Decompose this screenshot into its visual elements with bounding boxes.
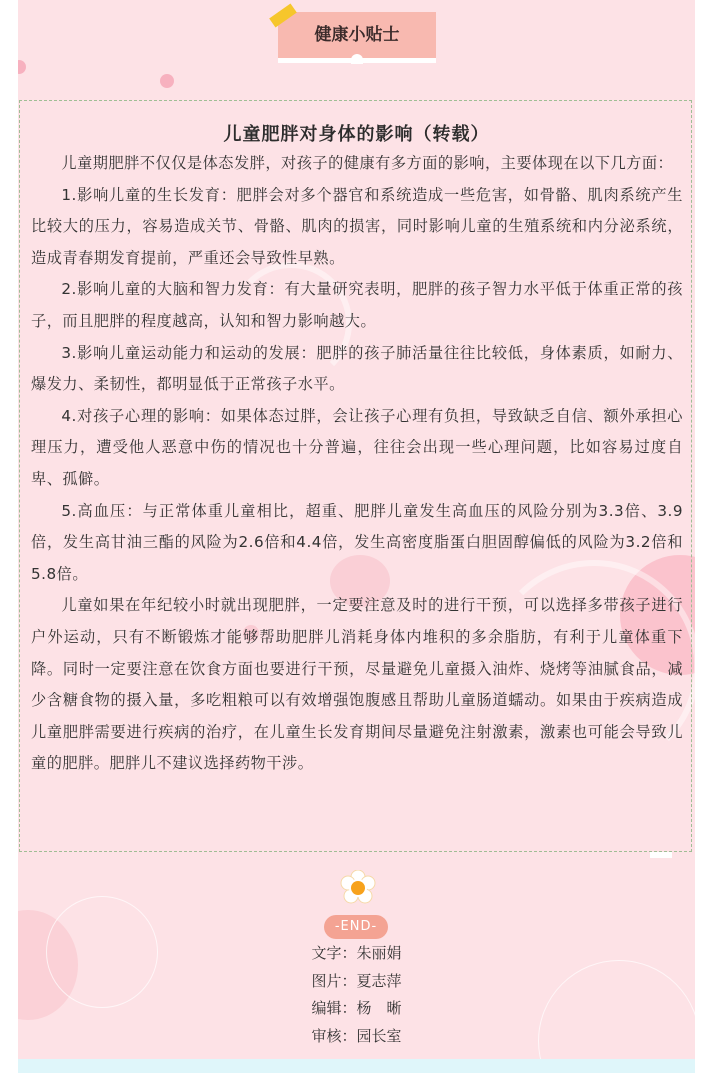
section-tag-dot bbox=[351, 54, 363, 64]
egg-flower-icon bbox=[340, 870, 376, 906]
article-paragraph: 儿童如果在年纪较小时就出现肥胖，一定要注意及时的进行干预，可以选择多带孩子进行户外运动，只有不断锻炼才能够帮助肥胖儿消耗身体内堆积的多余脂肪，有利于儿童体重下降。同时一定要注意在饮食方面也要进行干预，尽量避免儿童摄入油炸、烧烤等油腻食品，减少含糖食物的摄入量，多吃粗粮可以有效增强饱腹感且帮助儿童肠道蠕动。如果由于疾病造成儿童肥胖需要进行疾病的治疗，在儿童生长发育期间尽量避免注射激素，激素也可能会导致儿童的肥胖。肥胖儿不建议选择药物干涉。 bbox=[31, 596, 683, 773]
card-corner-decor bbox=[650, 852, 672, 858]
article-paragraph: 5.高血压：与正常体重儿童相比，超重、肥胖儿童发生高血压的风险分别为3.3倍、3.9倍，发生高甘油三酯的风险为2.6倍和4.4倍，发生高密度脂蛋白胆固醇偏低的风险为3.2倍和5.8倍。 bbox=[31, 501, 683, 583]
credits-block bbox=[18, 940, 695, 1050]
credit-line: 文字：朱丽娟 bbox=[311, 944, 402, 962]
article-paragraph: 1.影响儿童的生长发育：肥胖会对多个器官和系统造成一些危害，如骨骼、肌肉系统产生比较大的压力，容易造成关节、骨骼、肌肉的损害，同时影响儿童的生殖系统和内分泌系统，造成青春期发育提前，严重还会导致性早熟。 bbox=[31, 185, 683, 267]
article-paragraph: 4.对孩子心理的影响：如果体态过胖，会让孩子心理有负担，导致缺乏自信、额外承担心理压力，遭受他人恶意中伤的情况也十分普遍，往往会出现一些心理问题，比如容易过度自卑、孤僻。 bbox=[31, 406, 683, 488]
credit-line: 审核：园长室 bbox=[311, 1026, 402, 1045]
decor-bubble bbox=[18, 60, 26, 74]
section-tag: 健康小贴士 bbox=[278, 12, 436, 58]
end-badge: -END- bbox=[324, 915, 388, 939]
page-background bbox=[18, 0, 695, 1073]
decor-bubble bbox=[160, 74, 174, 88]
credit-line: 编辑：杨 晰 bbox=[311, 999, 402, 1017]
credit-line: 图片：夏志萍 bbox=[311, 971, 402, 990]
article-title: 儿童肥胖对身体的影响（转载） bbox=[223, 124, 490, 145]
article-paragraph: 3.影响儿童运动能力和运动的发展：肥胖的孩子肺活量往往比较低，身体素质，如耐力、爆发力、柔韧性，都明显低于正常孩子水平。 bbox=[31, 343, 683, 394]
bottom-bar bbox=[18, 1059, 695, 1073]
article-body bbox=[31, 148, 683, 780]
article-paragraph: 儿童期肥胖不仅仅是体态发胖，对孩子的健康有多方面的影响，主要体现在以下几方面： bbox=[61, 154, 674, 172]
article-paragraph: 2.影响儿童的大脑和智力发育：有大量研究表明，肥胖的孩子智力水平低于体重正常的孩子，而且肥胖的程度越高，认知和智力影响越大。 bbox=[31, 280, 683, 330]
